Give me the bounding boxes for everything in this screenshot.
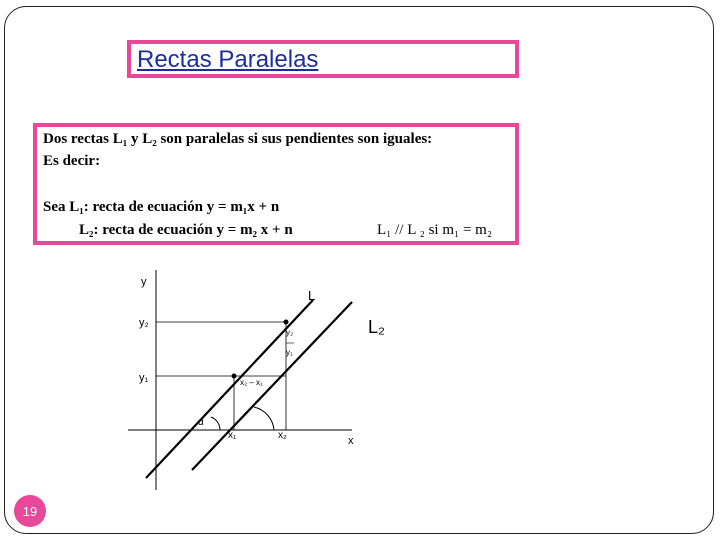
- alpha-label: α: [198, 417, 204, 428]
- definition-line-2: Es decir:: [43, 153, 101, 169]
- x1-label: x₁: [228, 430, 237, 441]
- line-l2: [192, 302, 352, 470]
- point-1: [232, 374, 237, 379]
- definition-line-1: Dos rectas L₁ y L₂ son paralelas si sus pendientes son iguales:: [43, 131, 433, 147]
- definition-line-3: Sea L₁: recta de ecuación y = m₁x + n: [43, 199, 280, 215]
- alpha-arc-l2: [254, 407, 274, 430]
- y2-axis-label: y₂: [139, 317, 149, 329]
- parallel-condition: L₁ // L ₂ si m₁ = m₂: [377, 222, 493, 238]
- delta-y-bottom: y₁: [286, 348, 293, 357]
- alpha-arc-l: [211, 417, 220, 430]
- definition-line-4: L₂: recta de ecuación y = m₂ x + n: [79, 222, 293, 238]
- page-title: Rectas Paralelas: [137, 46, 319, 73]
- line-l2-label: L₂: [368, 317, 385, 337]
- y-axis-label: y: [141, 276, 147, 288]
- point-2: [284, 320, 289, 325]
- x-axis-label: x: [348, 435, 354, 447]
- delta-y-top: y₂: [286, 328, 294, 337]
- y1-axis-label: y₁: [139, 372, 149, 384]
- line-l-label: L: [308, 288, 316, 303]
- slide-number-badge: [14, 495, 46, 527]
- slide-number: 19: [22, 503, 38, 519]
- line-l: [146, 300, 313, 478]
- x2-label: x₂: [278, 430, 287, 441]
- delta-x-label: x₂ – x₁: [240, 378, 263, 387]
